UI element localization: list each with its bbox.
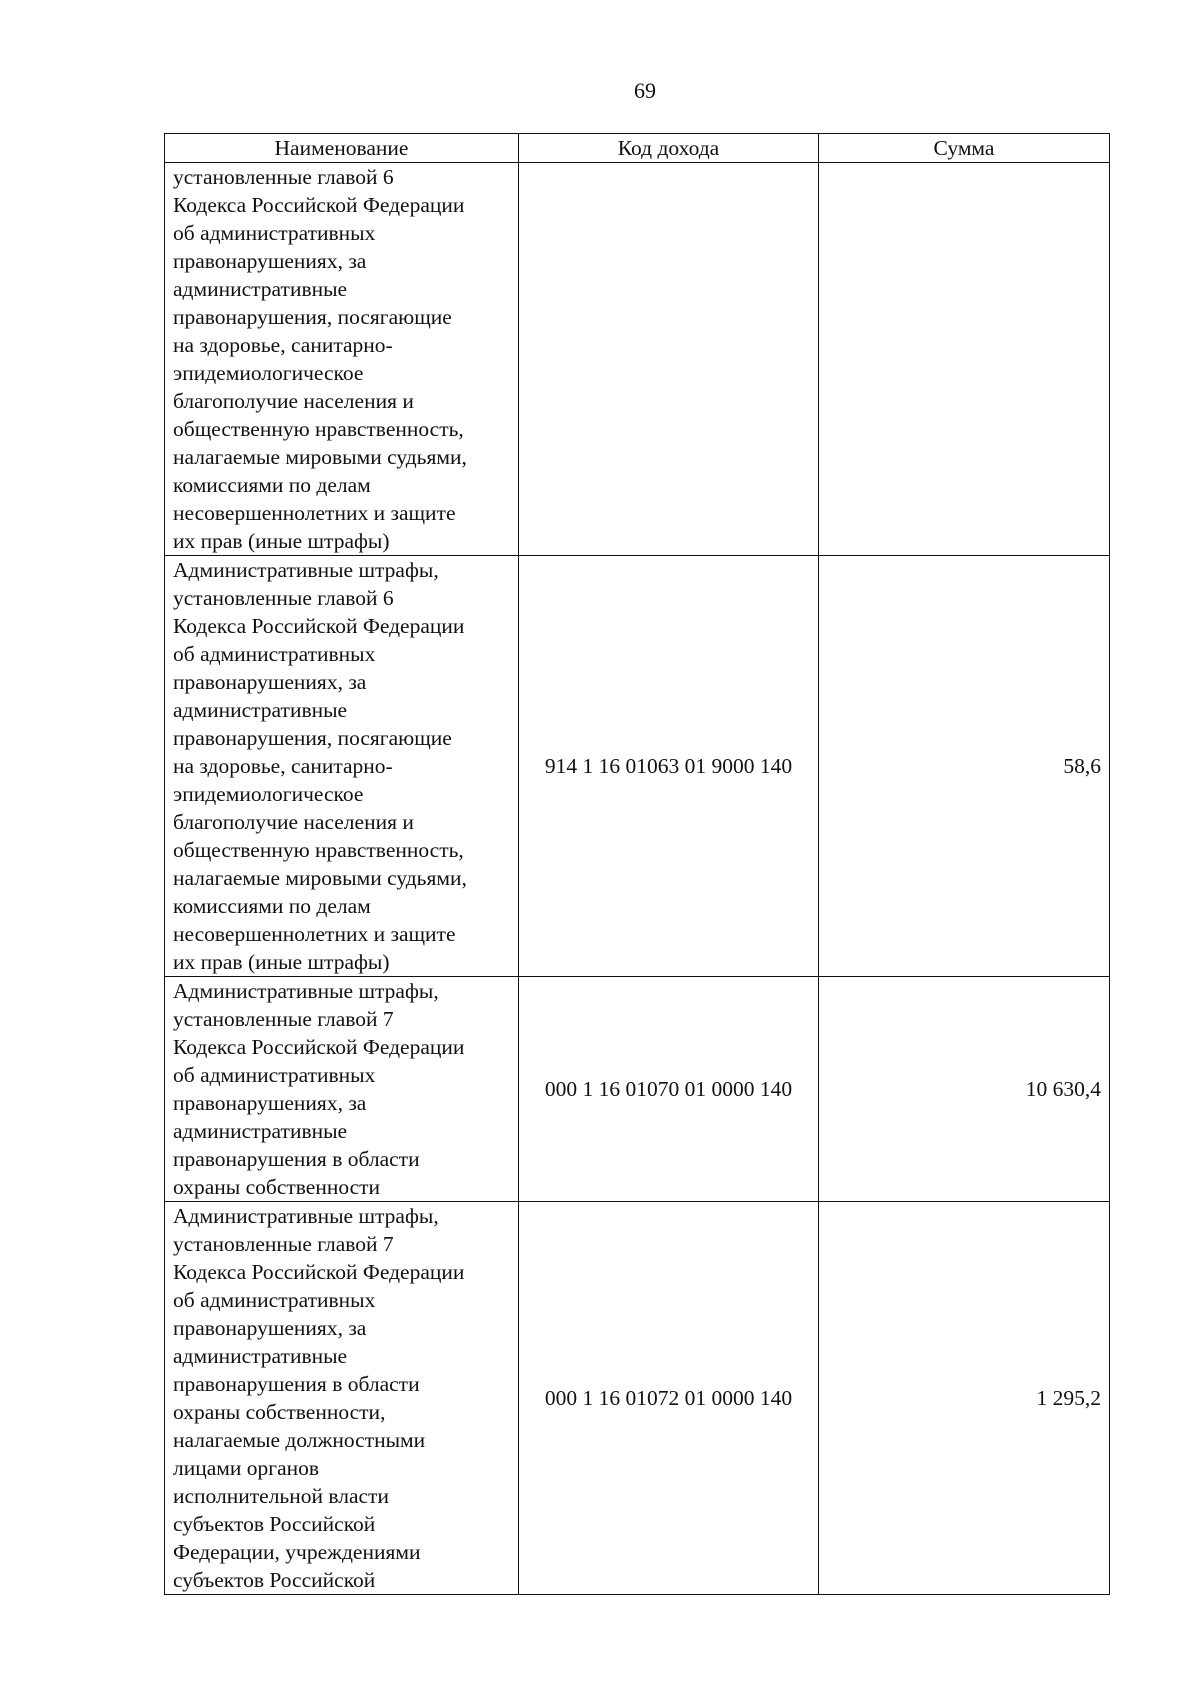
- row-name-cell: Административные штрафы, установленные главой 7 Кодекса Российской Федерации об административных правонарушениях, за административные правонарушения в области охраны собственности: [165, 977, 519, 1202]
- header-name: Наименование: [165, 134, 519, 163]
- table-row: [165, 163, 1110, 556]
- row-code-cell: 914 1 16 01063 01 9000 140: [519, 556, 819, 977]
- row-name-cell: Административные штрафы, установленные главой 7 Кодекса Российской Федерации об административных правонарушениях, за административные правонарушения в области охраны собственности, налагаемые должностными лицами органов исполнительной власти субъектов Российской Федерации, учреждениями субъектов Российской: [165, 1202, 519, 1595]
- table-row: [165, 977, 1110, 1202]
- row-sum-cell: 1 295,2: [819, 1202, 1110, 1595]
- row-code-cell: 000 1 16 01072 01 0000 140: [519, 1202, 819, 1595]
- table-row: [165, 1202, 1110, 1595]
- header-code: Код дохода: [519, 134, 819, 163]
- row-name-cell: Административные штрафы, установленные главой 6 Кодекса Российской Федерации об административных правонарушениях, за административные правонарушения, посягающие на здоровье, санитарно- эпидемиологическое благополучие населения и общественную нравственность, налагаемые мировыми судьями, комиссиями по делам несовершеннолетних и защите их прав (иные штрафы): [165, 556, 519, 977]
- row-code-cell: 000 1 16 01070 01 0000 140: [519, 977, 819, 1202]
- row-name-cell: установленные главой 6 Кодекса Российской Федерации об административных правонарушениях, за административные правонарушения, посягающие на здоровье, санитарно- эпидемиологическое благополучие населения и общественную нравственность, налагаемые мировыми судьями, комиссиями по делам несовершеннолетних и защите их прав (иные штрафы): [165, 163, 519, 556]
- row-sum-cell: 58,6: [819, 556, 1110, 977]
- page-number: 69: [634, 78, 656, 103]
- table-header-row: [165, 134, 1110, 163]
- header-sum: Сумма: [819, 134, 1110, 163]
- row-sum-cell: [819, 163, 1110, 556]
- revenue-table: [164, 133, 1110, 1595]
- row-code-cell: [519, 163, 819, 556]
- row-sum-cell: 10 630,4: [819, 977, 1110, 1202]
- table-row: [165, 556, 1110, 977]
